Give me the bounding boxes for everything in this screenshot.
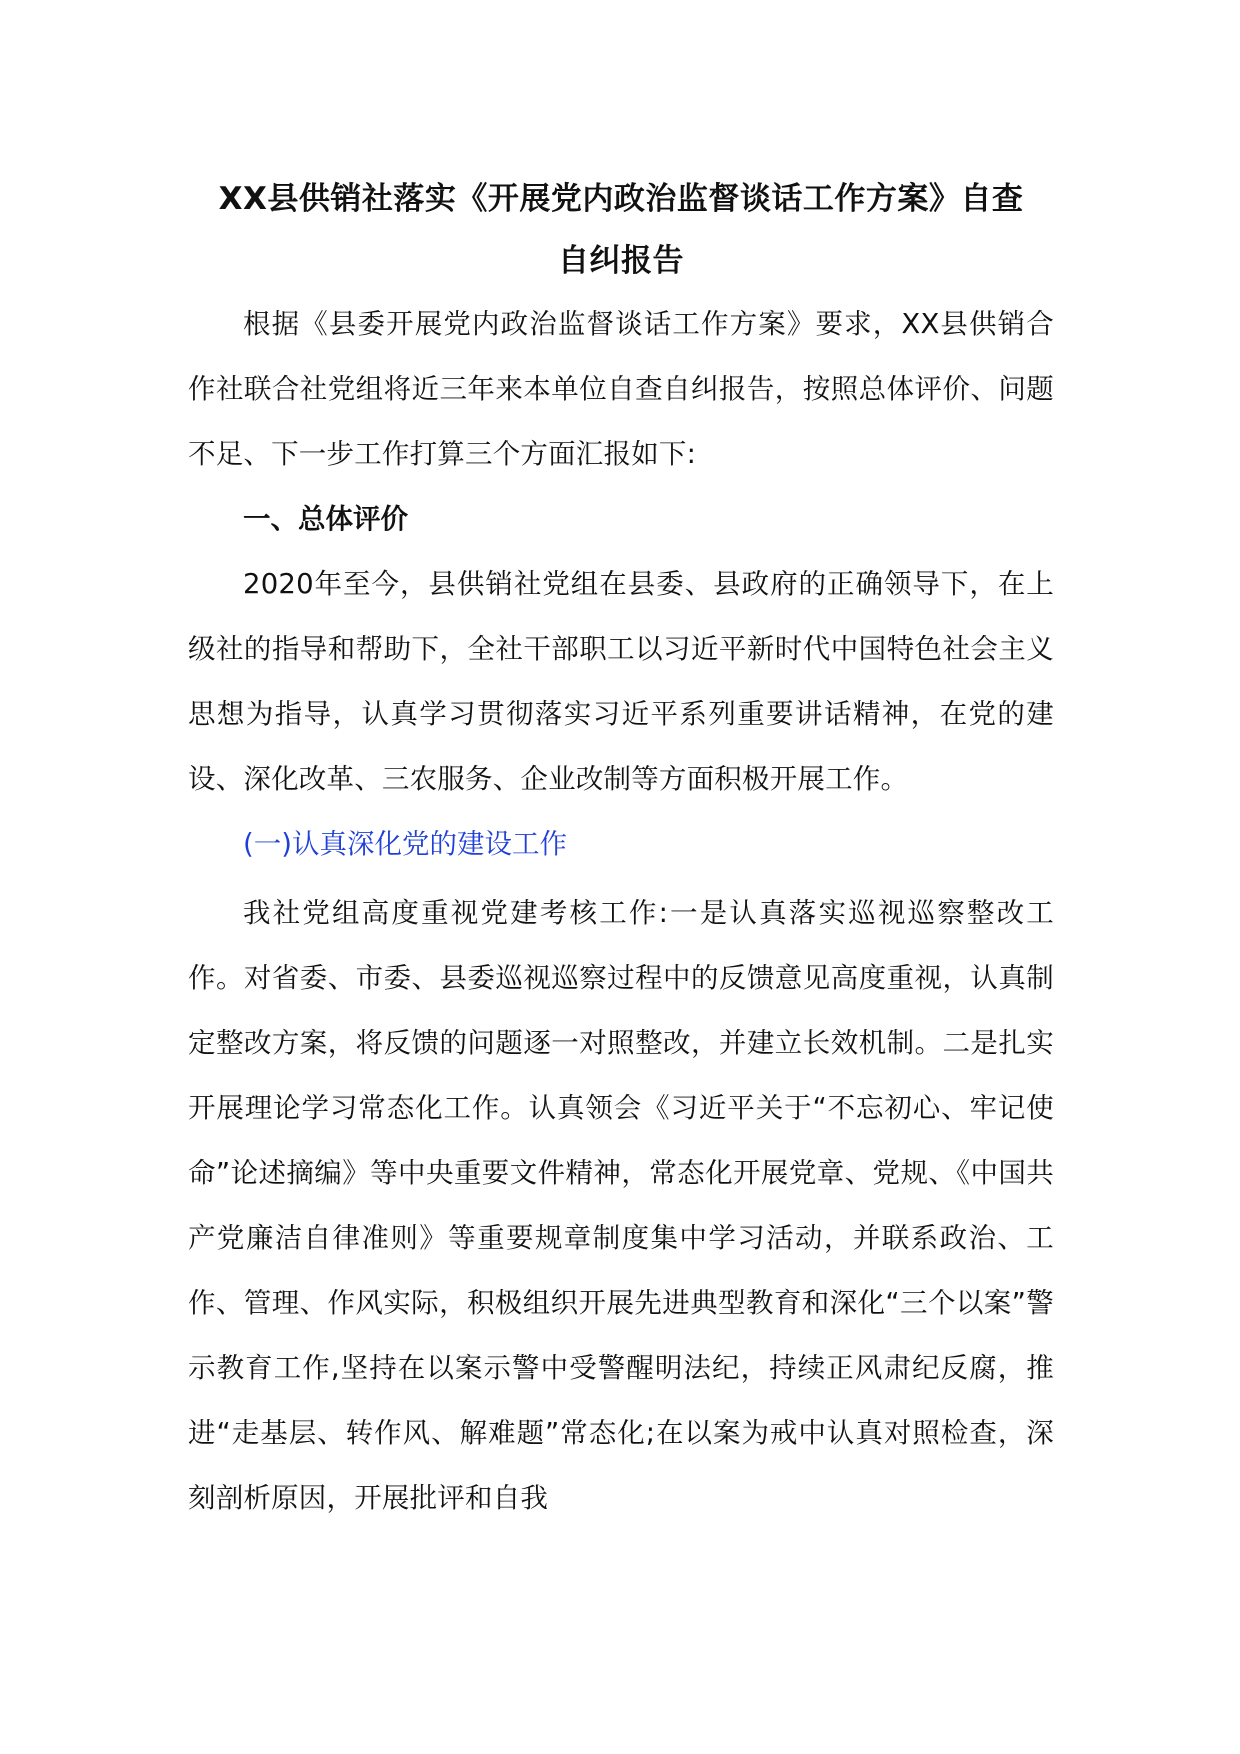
section-heading-overall-evaluation: 一、总体评价 [243,503,408,535]
document-title-line-2: 自纠报告 [558,243,684,279]
document-body [188,168,1054,1531]
subsection-heading-party-building: (一)认真深化党的建设工作 [243,828,567,860]
intro-paragraph: 根据《县委开展党内政治监督谈话工作方案》要求，XX县供销合作社联合社党组将近三年来本单位自查自纠报告，按照总体评价、问题不足、下一步工作打算三个方面汇报如下: [188,308,1054,470]
document-title [188,168,1054,292]
party-building-paragraph: 我社党组高度重视党建考核工作:一是认真落实巡视巡察整改工作。对省委、市委、县委巡视巡察过程中的反馈意见高度重视，认真制定整改方案，将反馈的问题逐一对照整改，并建立长效机制。二是扎实开展理论学习常态化工作。认真领会《习近平关于“不忘初心、牢记使命”论述摘编》等中央重要文件精神，常态化开展党章、党规、《中国共产党廉洁自律准则》等重要规章制度集中学习活动，并联系政治、工作、管理、作风实际，积极组织开展先进典型教育和深化“三个以案”警示教育工作,坚持在以案示警中受警醒明法纪，持续正风肃纪反腐，推进“走基层、转作风、解难题”常态化;在以案为戒中认真对照检查，深刻剖析原因，开展批评和自我 [188,897,1054,1514]
document-title-line-1: XX县供销社落实《开展党内政治监督谈话工作方案》自查 [218,181,1024,217]
overall-evaluation-paragraph: 2020年至今，县供销社党组在县委、县政府的正确领导下，在上级社的指导和帮助下，全社干部职工以习近平新时代中国特色社会主义思想为指导，认真学习贯彻落实习近平系列重要讲话精神，在党的建设、深化改革、三农服务、企业改制等方面积极开展工作。 [188,568,1054,795]
